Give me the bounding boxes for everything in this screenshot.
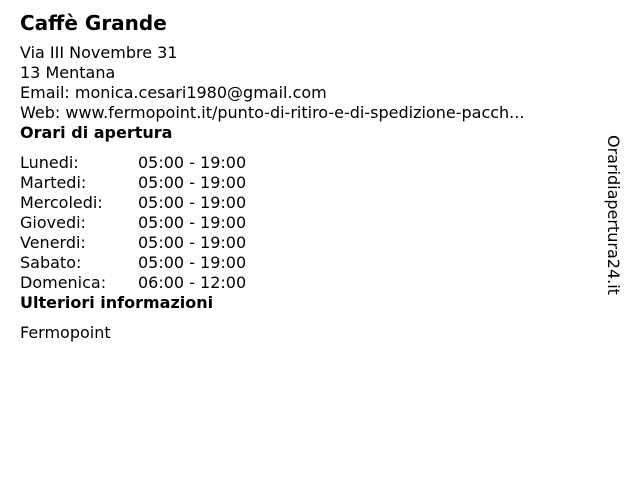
hours-time: 05:00 - 19:00 <box>138 253 247 272</box>
hours-day: Sabato: <box>20 253 82 272</box>
hours-time: 05:00 - 19:00 <box>138 193 247 212</box>
hours-day: Giovedi: <box>20 213 86 232</box>
hours-row <box>20 153 600 173</box>
info-text: Fermopoint <box>20 323 111 342</box>
hours-day: Lunedi: <box>20 153 79 172</box>
hours-time: 05:00 - 19:00 <box>138 173 247 192</box>
hours-row <box>20 273 600 293</box>
address-line-city: 13 Mentana <box>20 63 116 82</box>
contact-block <box>20 43 600 123</box>
hours-row <box>20 193 600 213</box>
hours-day: Domenica: <box>20 273 107 292</box>
web-line: Web: www.fermopoint.it/punto-di-ritiro-e-di-spedizione-pacch... <box>20 103 525 122</box>
hours-day: Venerdi: <box>20 233 86 252</box>
info-heading: Ulteriori informazioni <box>20 293 214 312</box>
hours-row <box>20 233 600 253</box>
hours-time: 05:00 - 19:00 <box>138 233 247 252</box>
business-name: Caffè Grande <box>20 11 167 35</box>
hours-time: 05:00 - 19:00 <box>138 213 247 232</box>
business-card <box>20 10 600 343</box>
hours-row <box>20 173 600 193</box>
site-brand-label: Oraridiapertura24.it <box>604 135 623 295</box>
hours-day: Mercoledi: <box>20 193 103 212</box>
hours-day: Martedi: <box>20 173 87 192</box>
hours-row <box>20 253 600 273</box>
hours-row <box>20 213 600 233</box>
hours-heading: Orari di apertura <box>20 123 173 142</box>
hours-table <box>20 153 600 293</box>
address-line-street: Via III Novembre 31 <box>20 43 178 62</box>
hours-time: 05:00 - 19:00 <box>138 153 247 172</box>
hours-time: 06:00 - 12:00 <box>138 273 247 292</box>
email-line: Email: monica.cesari1980@gmail.com <box>20 83 327 102</box>
